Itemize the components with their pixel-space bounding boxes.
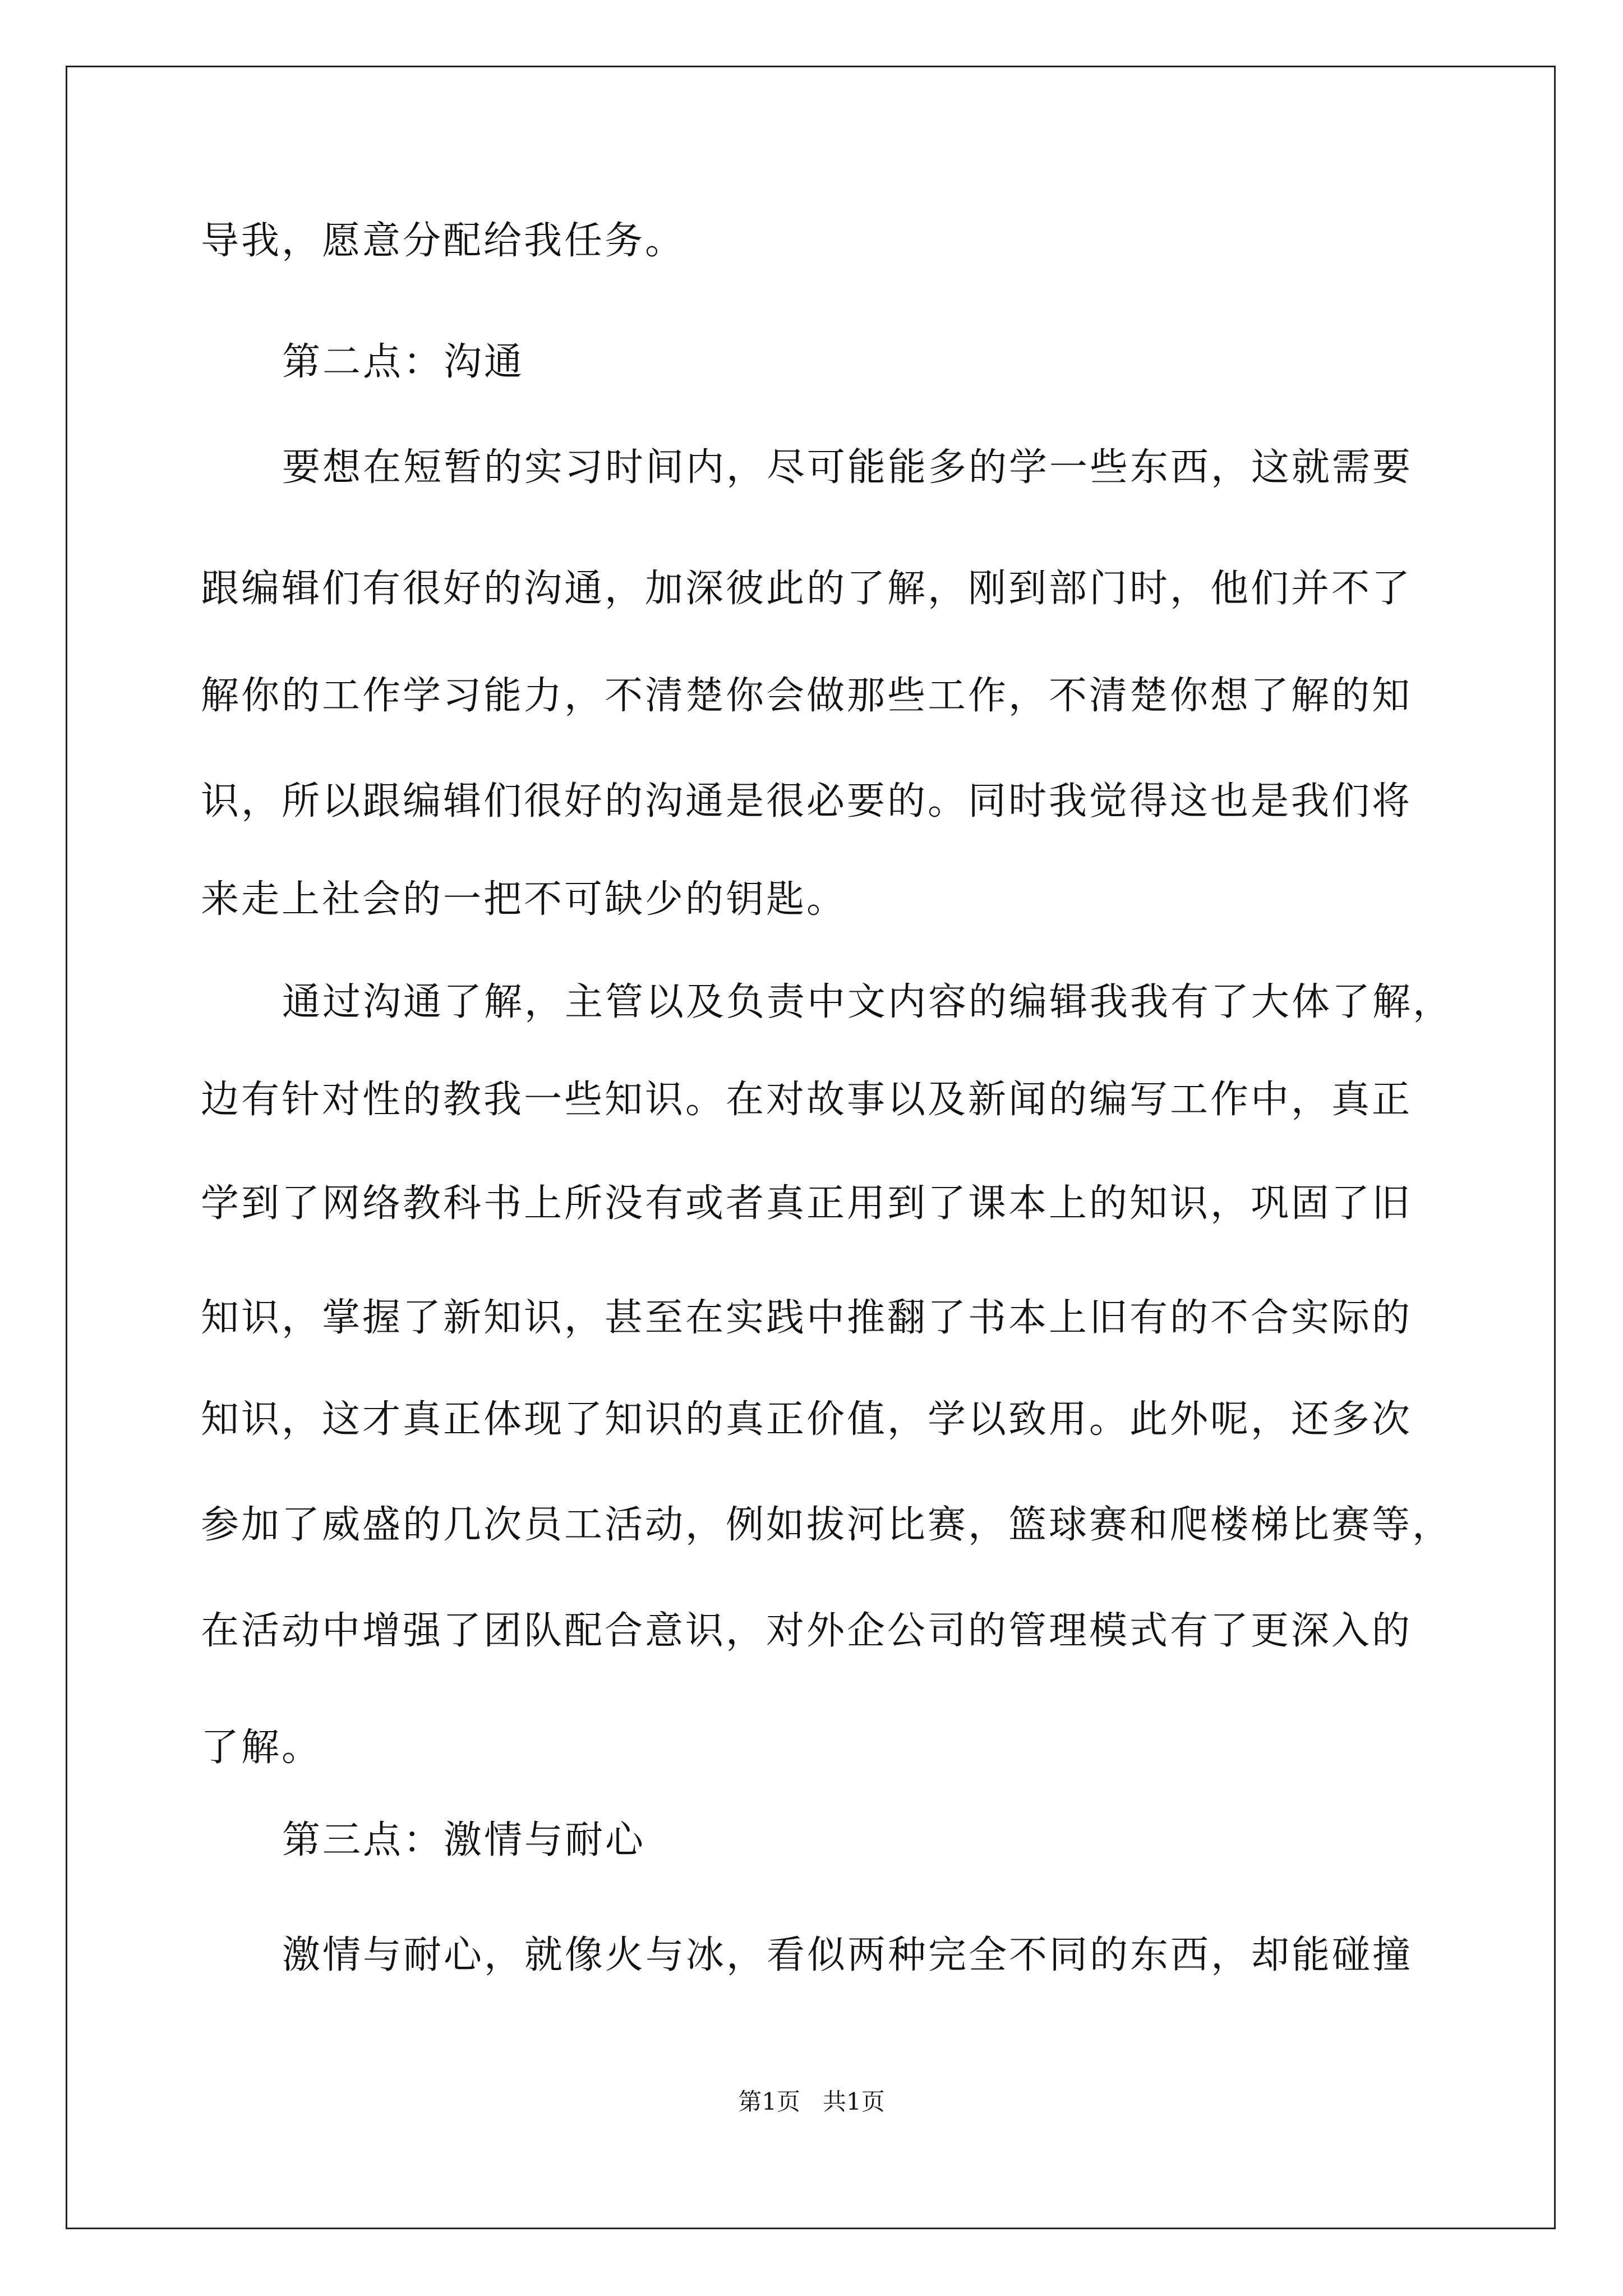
text-line-7: 来走上社会的一把不可缺少的钥匙。 <box>201 877 847 922</box>
page-footer <box>0 2085 1623 2119</box>
section-heading-communication: 第二点：沟通 <box>282 340 525 384</box>
page-number-total: 共1页 <box>823 2088 885 2115</box>
text-line-4: 跟编辑们有很好的沟通，加深彼此的了解，刚到部门时，他们并不了 <box>201 567 1413 611</box>
text-line-9: 边有针对性的教我一些知识。在对故事以及新闻的编写工作中，真正 <box>201 1078 1413 1122</box>
text-line-1: 导我，愿意分配给我任务。 <box>201 219 686 263</box>
text-line-3: 要想在短暂的实习时间内，尽可能能多的学一些东西，这就需要 <box>282 445 1413 490</box>
section-heading-passion-patience: 第三点：激情与耐心 <box>282 1818 646 1862</box>
text-line-15: 了解。 <box>201 1726 322 1770</box>
text-line-12: 知识，这才真正体现了知识的真正价值，学以致用。此外呢，还多次 <box>201 1397 1413 1442</box>
text-line-17: 激情与耐心，就像火与冰，看似两种完全不同的东西，却能碰撞 <box>282 1933 1413 1977</box>
text-line-13: 参加了威盛的几次员工活动，例如拔河比赛，篮球赛和爬楼梯比赛等， <box>201 1503 1453 1547</box>
text-line-14: 在活动中增强了团队配合意识，对外企公司的管理模式有了更深入的 <box>201 1609 1413 1653</box>
text-line-8: 通过沟通了解，主管以及负责中文内容的编辑我我有了大体了解， <box>282 980 1454 1024</box>
page-number-current: 第1页 <box>738 2088 800 2115</box>
text-line-11: 知识，掌握了新知识，甚至在实践中推翻了书本上旧有的不合实际的 <box>201 1296 1413 1340</box>
text-line-6: 识，所以跟编辑们很好的沟通是很必要的。同时我觉得这也是我们将 <box>201 779 1413 823</box>
text-line-10: 学到了网络教科书上所没有或者真正用到了课本上的知识，巩固了旧 <box>201 1181 1413 1226</box>
text-line-5: 解你的工作学习能力，不清楚你会做那些工作，不清楚你想了解的知 <box>201 674 1413 718</box>
